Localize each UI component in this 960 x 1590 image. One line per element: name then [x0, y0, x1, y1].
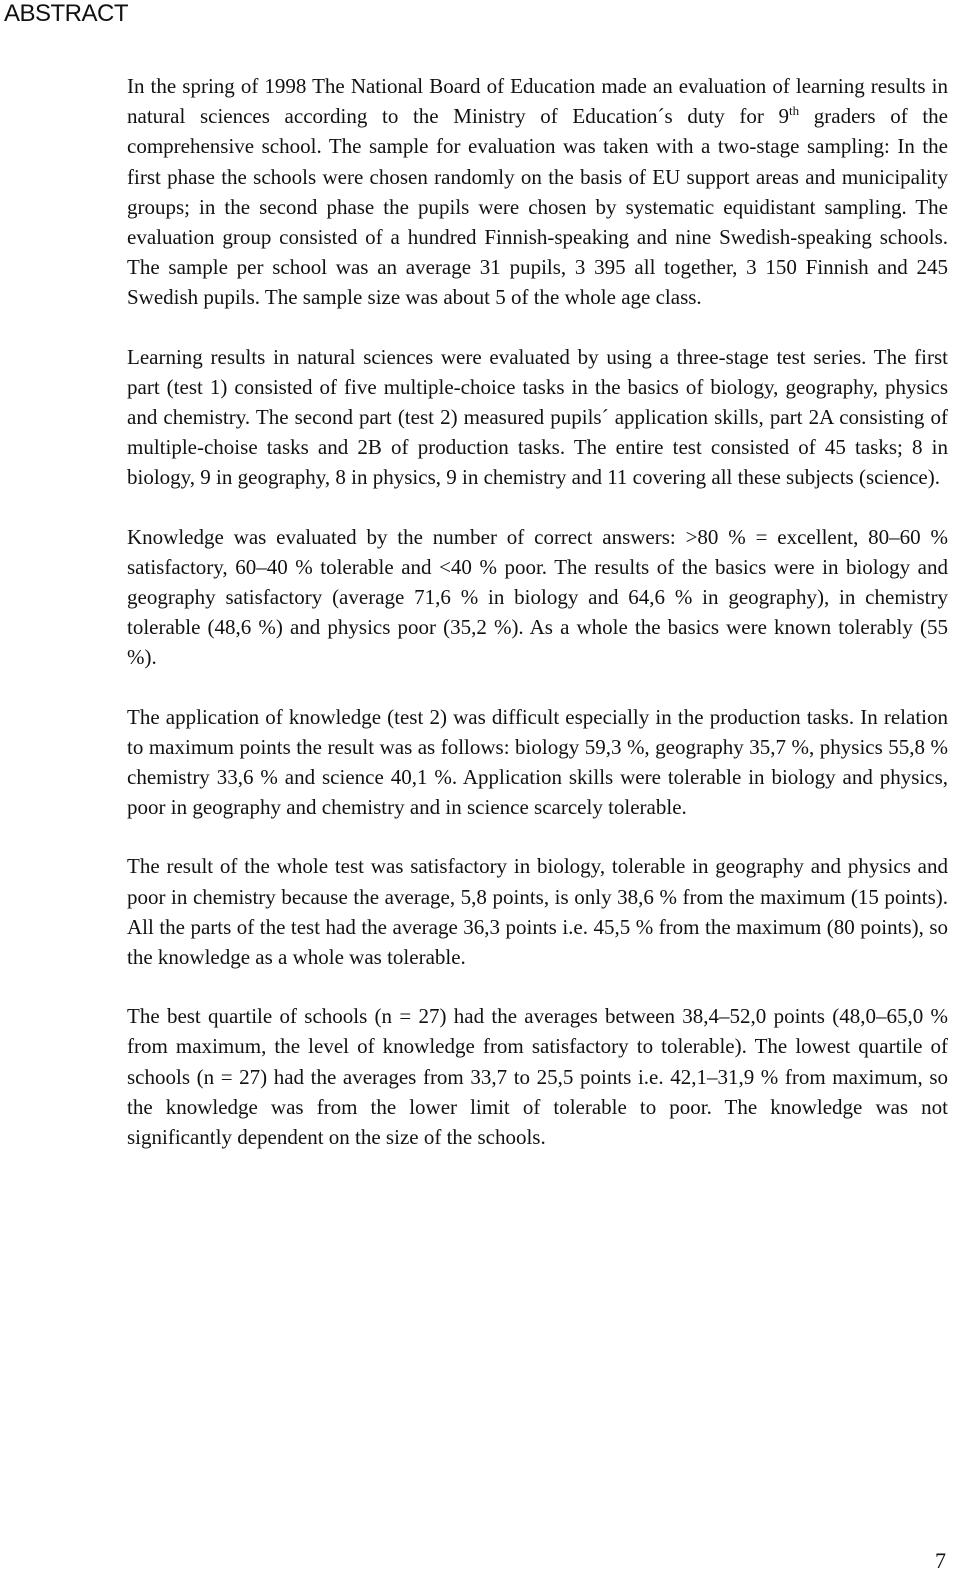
abstract-paragraph-basics-results: Knowledge was evaluated by the number of correct answers: >80 % = excellent, 80–60 % satisfactory, 60–40 % tolerable and <40 % poor. The results of the basics were in biology and geography satisfactory (average 71,6 % in biology and 64,6 % in geography), in chemistry tolerable (48,6 %) and physics poor (35,2 %). As a whole the basics were known tolerably (55 %).	[127, 524, 948, 670]
paragraph-text: graders of the comprehensive school. The sample for evaluation was taken with a two-stage sampling: In the first phase the schools were chosen randomly on the basis of EU support areas and municipality groups; in the second phase the pupils were chosen by systematic equidistant sampling. The evaluation group consisted of a hundred Finnish-speaking and nine Swedish-speaking schools. The sample per school was an average 31 pupils, 3 395 all together, 3 150 Finnish and 245 Swedish pupils. The sample size was about 5 of the whole age class.	[127, 104, 948, 310]
abstract-paragraph-whole-test: The result of the whole test was satisfactory in biology, tolerable in geography and physics and poor in chemistry because the average, 5,8 points, is only 38,6 % from the maximum (15 points). All the parts of the test had the average 36,3 points i.e. 45,5 % from the maximum (80 points), so the knowledge as a whole was tolerable.	[127, 854, 948, 970]
abstract-body	[127, 71, 948, 1181]
abstract-paragraph-quartiles: The best quartile of schools (n = 27) had the averages between 38,4–52,0 points (48,0–65,0 % from maximum, the level of knowledge from satisfactory to tolerable). The lowest quartile of schools (n = 27) had the averages from 33,7 to 25,5 points i.e. 42,1–31,9 % from maximum, so the knowledge was from the lower limit of tolerable to poor. The knowledge was not significantly dependent on the size of the schools.	[127, 1004, 948, 1150]
paragraph-text: In the spring of 1998 The National Board of Education made an evaluation of learning results in natural sciences according to the Ministry of Education´s duty for 9	[127, 74, 948, 129]
ordinal-superscript: th	[788, 103, 800, 119]
page-title: ABSTRACT	[4, 0, 129, 27]
abstract-paragraph-test-series: Learning results in natural sciences were evaluated by using a three-stage test series. The first part (test 1) consisted of five multiple-choice tasks in the basics of biology, geography, physics and chemistry. The second part (test 2) measured pupils´ application skills, part 2A consisting of multiple-choise tasks and 2B of production tasks. The entire test consisted of 45 tasks; 8 in biology, 9 in geography, 8 in physics, 9 in chemistry and 11 covering all these subjects (science).	[127, 344, 948, 490]
abstract-paragraph-sampling	[127, 71, 948, 313]
page-number: 7	[935, 1548, 946, 1573]
abstract-paragraph-application-results: The application of knowledge (test 2) was difficult especially in the production tasks. In relation to maximum points the result was as follows: biology 59,3 %, geography 35,7 %, physics 55,8 % chemistry 33,6 % and science 40,1 %. Application skills were tolerable in biology and physics, poor in geography and chemistry and in science scarcely tolerable.	[127, 704, 948, 820]
